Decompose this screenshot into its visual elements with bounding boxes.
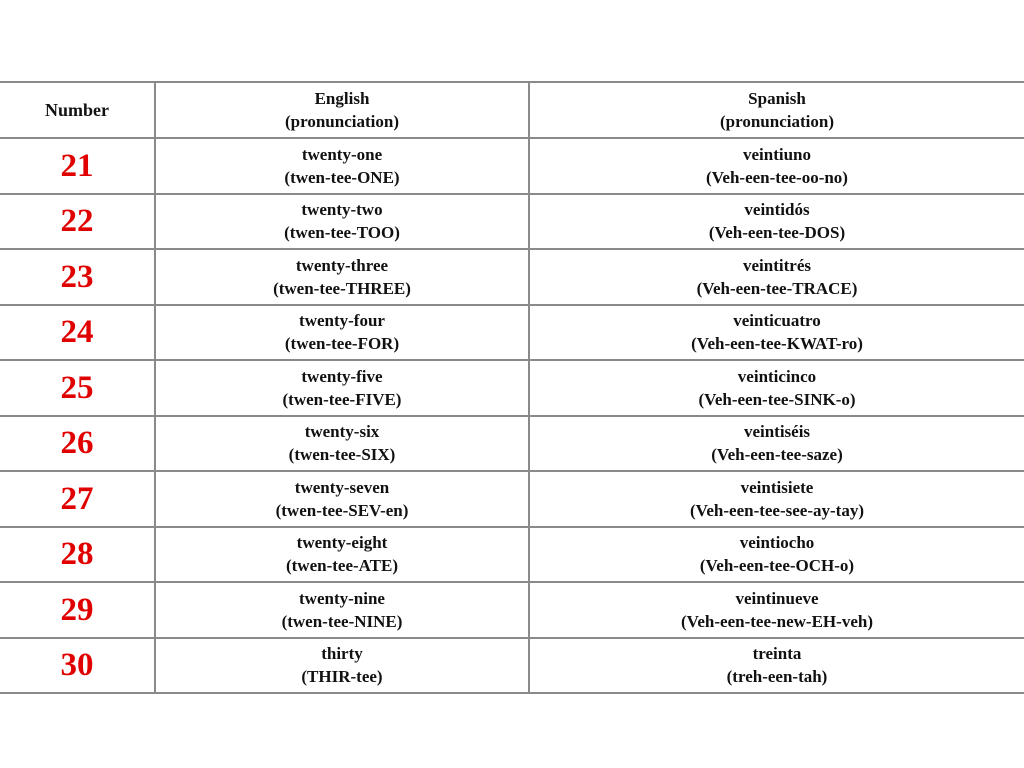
english-pronunciation: (twen-tee-FOR) xyxy=(284,334,400,354)
english-pronunciation: (twen-tee-SEV-en) xyxy=(275,500,409,520)
spanish-word: veintiocho xyxy=(739,533,815,553)
spanish-cell xyxy=(529,360,1024,416)
header-spanish-cell xyxy=(529,82,1024,138)
table-row xyxy=(0,249,1024,305)
english-word: twenty-eight xyxy=(296,533,388,553)
spanish-word: veintiséis xyxy=(743,422,811,442)
spanish-pronunciation: (Veh-een-tee-new-EH-veh) xyxy=(681,611,873,631)
english-cell xyxy=(155,194,529,250)
header-english-label: English xyxy=(314,89,370,108)
number-value: 24 xyxy=(60,314,94,351)
english-pronunciation: (twen-tee-ONE) xyxy=(284,167,400,187)
english-pronunciation: (THIR-tee) xyxy=(301,667,383,687)
number-cell xyxy=(0,582,155,638)
header-number-cell xyxy=(0,82,155,138)
number-value: 27 xyxy=(60,480,94,517)
spanish-cell xyxy=(529,638,1024,694)
english-word: twenty-five xyxy=(301,366,383,386)
number-cell xyxy=(0,249,155,305)
spanish-pronunciation: (treh-een-tah) xyxy=(726,667,828,687)
number-value: 21 xyxy=(60,147,94,184)
english-word: thirty xyxy=(321,644,363,664)
table-row xyxy=(0,527,1024,583)
spanish-pronunciation: (Veh-een-tee-DOS) xyxy=(708,223,846,243)
spanish-word: treinta xyxy=(752,644,802,664)
english-cell xyxy=(155,582,529,638)
english-pronunciation: (twen-tee-ATE) xyxy=(285,556,399,576)
number-value: 25 xyxy=(60,369,94,406)
spanish-cell xyxy=(529,471,1024,527)
number-cell xyxy=(0,305,155,361)
table-row xyxy=(0,360,1024,416)
english-word: twenty-nine xyxy=(299,588,385,608)
table-row xyxy=(0,471,1024,527)
spanish-cell xyxy=(529,138,1024,194)
spanish-word: veintidós xyxy=(744,200,810,220)
table-body xyxy=(0,138,1024,693)
english-cell xyxy=(155,249,529,305)
header-english-sublabel: (pronunciation) xyxy=(285,112,399,131)
number-cell xyxy=(0,471,155,527)
spanish-cell xyxy=(529,305,1024,361)
english-cell xyxy=(155,416,529,472)
english-pronunciation: (twen-tee-THREE) xyxy=(273,278,411,298)
english-cell xyxy=(155,638,529,694)
number-vocabulary-table xyxy=(0,81,1024,694)
number-value: 28 xyxy=(60,536,94,573)
number-value: 30 xyxy=(60,647,94,684)
english-pronunciation: (twen-tee-TOO) xyxy=(284,223,400,243)
number-value: 29 xyxy=(60,591,94,628)
english-word: twenty-one xyxy=(301,144,383,164)
english-pronunciation: (twen-tee-FIVE) xyxy=(282,389,402,409)
english-cell xyxy=(155,527,529,583)
english-cell xyxy=(155,305,529,361)
table-row xyxy=(0,416,1024,472)
spanish-pronunciation: (Veh-een-tee-KWAT-ro) xyxy=(691,334,863,354)
spanish-cell xyxy=(529,582,1024,638)
english-pronunciation: (twen-tee-NINE) xyxy=(281,611,403,631)
number-value: 23 xyxy=(60,258,94,295)
number-cell xyxy=(0,527,155,583)
number-value: 22 xyxy=(60,203,94,240)
english-pronunciation: (twen-tee-SIX) xyxy=(288,445,396,465)
spanish-cell xyxy=(529,194,1024,250)
table-row xyxy=(0,194,1024,250)
spanish-word: veintitrés xyxy=(743,255,811,275)
header-row xyxy=(0,82,1024,138)
spanish-pronunciation: (Veh-een-tee-see-ay-tay) xyxy=(689,500,864,520)
english-cell xyxy=(155,360,529,416)
table-row xyxy=(0,638,1024,694)
spanish-pronunciation: (Veh-een-tee-saze) xyxy=(711,445,843,465)
header-spanish-label: Spanish xyxy=(748,89,806,108)
english-cell xyxy=(155,138,529,194)
table-row xyxy=(0,582,1024,638)
header-spanish-sublabel: (pronunciation) xyxy=(720,112,834,131)
english-word: twenty-three xyxy=(295,255,389,275)
english-cell xyxy=(155,471,529,527)
spanish-pronunciation: (Veh-een-tee-OCH-o) xyxy=(699,556,855,576)
number-cell xyxy=(0,360,155,416)
english-word: twenty-two xyxy=(301,200,383,220)
number-cell xyxy=(0,416,155,472)
header-number-label: Number xyxy=(45,99,109,120)
english-word: twenty-six xyxy=(304,422,380,442)
table-row xyxy=(0,138,1024,194)
spanish-pronunciation: (Veh-een-tee-TRACE) xyxy=(696,278,858,298)
spanish-pronunciation: (Veh-een-tee-oo-no) xyxy=(706,167,848,187)
spanish-word: veinticuatro xyxy=(733,311,821,331)
spanish-cell xyxy=(529,527,1024,583)
spanish-word: veinticinco xyxy=(737,366,817,386)
number-cell xyxy=(0,138,155,194)
spanish-word: veintiuno xyxy=(742,144,812,164)
spanish-word: veintinueve xyxy=(735,588,819,608)
number-cell xyxy=(0,194,155,250)
table-header xyxy=(0,82,1024,138)
english-word: twenty-four xyxy=(299,311,385,331)
number-cell xyxy=(0,638,155,694)
spanish-cell xyxy=(529,249,1024,305)
header-english-cell xyxy=(155,82,529,138)
english-word: twenty-seven xyxy=(294,477,390,497)
number-value: 26 xyxy=(60,425,94,462)
table-row xyxy=(0,305,1024,361)
spanish-word: veintisiete xyxy=(740,477,814,497)
spanish-pronunciation: (Veh-een-tee-SINK-o) xyxy=(698,389,856,409)
spanish-cell xyxy=(529,416,1024,472)
